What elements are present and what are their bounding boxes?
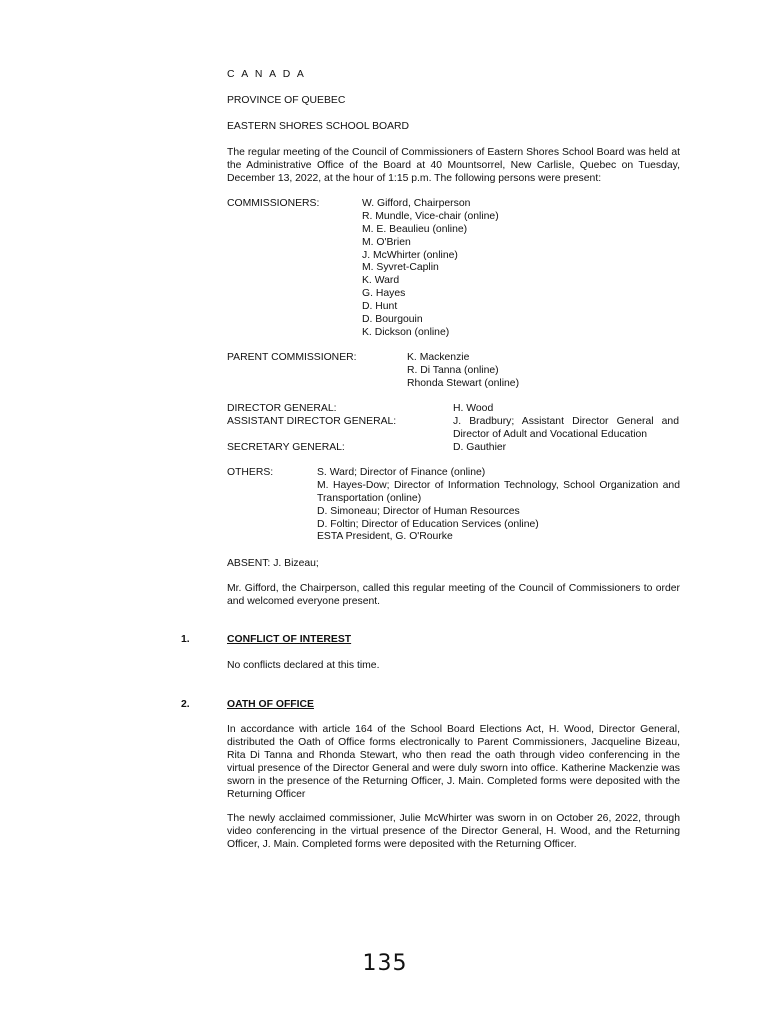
parent-commissioner-label: PARENT COMMISSIONER: [227,352,357,363]
commissioners-label: COMMISSIONERS: [227,198,320,209]
others-line: S. Ward; Director of Finance (online) [317,467,486,478]
commissioner-name: R. Mundle, Vice-chair (online) [362,210,499,222]
parent-commissioner-name: K. Mackenzie [407,352,470,363]
absent-line: ABSENT: J. Bizeau; [227,558,319,569]
director-general-name: H. Wood [453,403,494,414]
parent-commissioner-list [407,352,519,391]
commissioner-name: J. McWhirter (online) [362,249,458,261]
assistant-director-general-role: Director of Adult and Vocational Education [453,429,648,440]
others-list [317,467,680,544]
commissioner-name: M. E. Beaulieu (online) [362,223,468,235]
page-number: 135 [362,951,408,976]
country-heading: C A N A D A [227,69,307,80]
commissioner-name: M. Syvret-Caplin [362,262,439,274]
secretary-general-label: SECRETARY GENERAL: [227,442,345,453]
others-line: M. Hayes-Dow; Director of Information Technology, School Organization and Transportation (online) [317,479,680,504]
section-paragraph: The newly acclaimed commissioner, Julie McWhirter was sworn in on October 26, 2022, through video conferencing in the virtual presence of the Director General, H. Wood, and the Returning Officer, J. Main. Completed forms were deposited with the Returning Officer. [227,813,680,850]
commissioner-name: M. O'Brien [362,236,411,248]
others-line: D. Foltin; Director of Education Services (online) [317,518,539,530]
parent-commissioner-name: R. Di Tanna (online) [407,364,499,376]
section-paragraph: No conflicts declared at this time. [227,660,380,671]
opening-paragraph: Mr. Gifford, the Chairperson, called this regular meeting of the Council of Commissioners to order and welcomed everyone present. [227,583,680,607]
section-paragraph: In accordance with article 164 of the School Board Elections Act, H. Wood, Director General, distributed the Oath of Office forms electronically to Parent Commissioners, Jacqueline Bizeau, Rita Di Tanna and Rhonda Stewart, who then read the oath through video conferencing in the virtual presence of the Director General and were duly sworn into office. Katherine Mackenzie was sworn in the presence of the Returning Officer, J. Main. Completed forms were deposited with the Returning Officer [227,724,680,800]
assistant-director-general-label: ASSISTANT DIRECTOR GENERAL: [227,416,397,427]
director-general-label: DIRECTOR GENERAL: [227,403,337,414]
commissioner-name: K. Ward [362,275,400,287]
commissioners-list [362,198,499,340]
province-heading: PROVINCE OF QUEBEC [227,95,346,106]
intro-paragraph: The regular meeting of the Council of Commissioners of Eastern Shores School Board was held at the Administrative Office of the Board at 40 Mountsorrel, New Carlisle, Quebec on Tuesday, December 13, 2022, at the hour of 1:15 p.m. The following persons were present: [227,147,680,184]
section-title: OATH OF OFFICE [227,699,314,710]
commissioner-name: G. Hayes [362,288,406,300]
board-heading: EASTERN SHORES SCHOOL BOARD [227,121,410,132]
section-number: 2. [181,699,190,710]
commissioner-name: D. Bourgouin [362,314,423,326]
section-number: 1. [181,634,190,645]
commissioner-name: W. Gifford, Chairperson [362,198,471,209]
secretary-general-name: D. Gauthier [453,442,507,453]
others-label: OTHERS: [227,467,274,478]
section-title: CONFLICT OF INTEREST [227,634,352,645]
assistant-director-general-name: J. Bradbury; Assistant Director General and [453,416,679,427]
commissioner-name: D. Hunt [362,301,398,313]
parent-commissioner-name: Rhonda Stewart (online) [407,377,520,389]
others-line: D. Simoneau; Director of Human Resources [317,505,520,517]
commissioner-name: K. Dickson (online) [362,326,450,338]
others-line: ESTA President, G. O'Rourke [317,531,453,543]
